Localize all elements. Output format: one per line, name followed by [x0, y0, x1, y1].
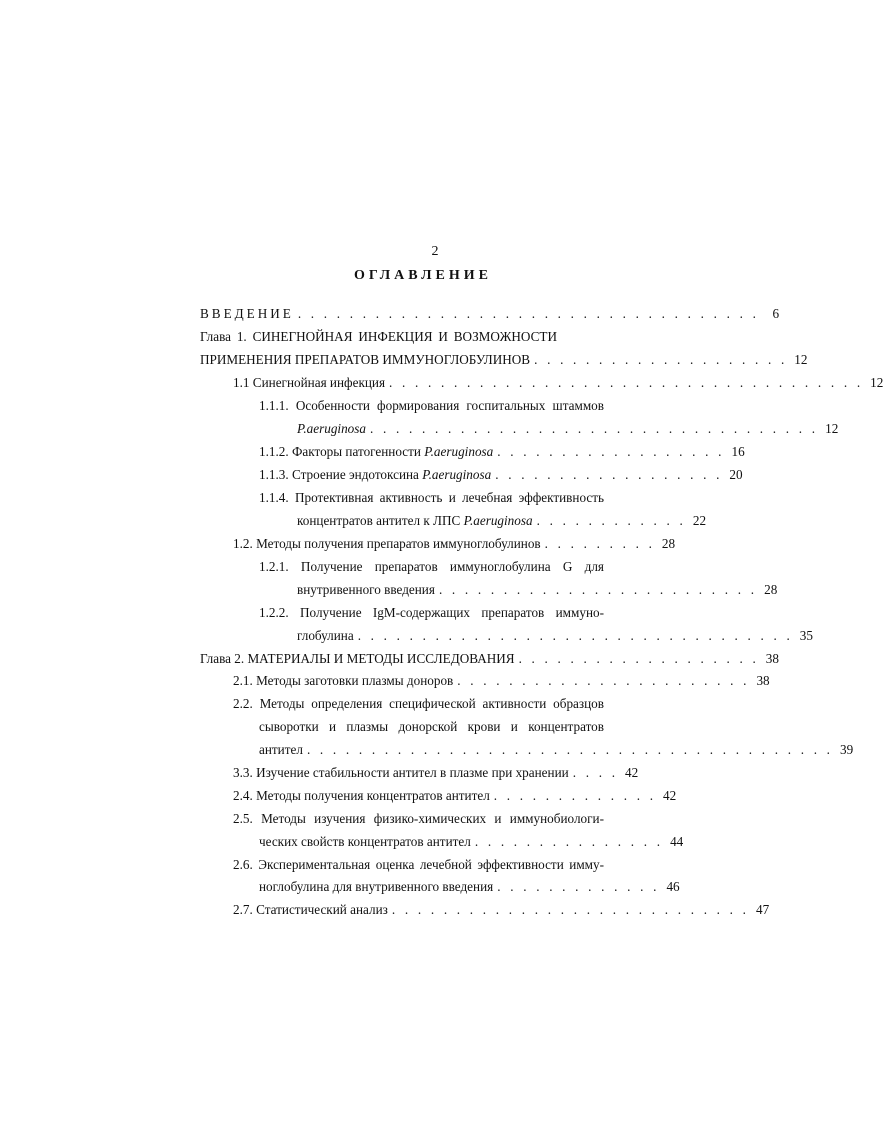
toc-entry-text: Глава 1. СИНЕГНОЙНАЯ ИНФЕКЦИЯ И ВОЗМОЖНОСТИ: [200, 329, 557, 344]
toc-entry-italic: P.aeruginosa: [422, 467, 492, 482]
toc-entry-text: ПРИМЕНЕНИЯ ПРЕПАРАТОВ ИММУНОГЛОБУЛИНОВ: [200, 352, 531, 367]
toc-entry-italic: P.aeruginosa: [463, 513, 533, 528]
toc-entry-text: Глава 2. МАТЕРИАЛЫ И МЕТОДЫ ИССЛЕДОВАНИЯ: [200, 651, 515, 666]
toc-entry-page: 12: [794, 352, 808, 367]
toc-entry-1-1-4: [259, 487, 604, 509]
toc-entry-page: 38: [756, 673, 770, 688]
toc-entry-1-1-1-cont: [297, 418, 839, 440]
toc-entry-2-2-cont-2: [259, 739, 854, 761]
toc-entry-page: 39: [840, 742, 854, 757]
toc-entry-1-1-1: [259, 395, 604, 417]
toc-leader-dots: . . . . . . . . . . . . .: [497, 879, 660, 894]
toc-entry-text: 2.2. Методы определения специфической активности образцов: [233, 696, 604, 711]
toc-entry-text: P.aeruginosa: [297, 421, 366, 436]
toc-leader-dots: . . . . . . . . . . . . . . . . . . . . . . . . . . . .: [391, 902, 750, 917]
toc-entry-page: 16: [731, 444, 745, 459]
toc-entry-3-3: [233, 762, 639, 784]
toc-entry-text: сыворотки и плазмы донорской крови и концентратов: [259, 719, 604, 734]
toc-entry-text: концентратов антител к ЛПС: [297, 513, 464, 528]
toc-entry-chapter-2: [200, 648, 779, 670]
toc-entry-text: 1.2.1. Получение препаратов иммуноглобулина G для: [259, 559, 604, 574]
toc-entry-2-6-cont: [259, 876, 680, 898]
toc-leader-dots: . . . . . . . . . . . . . . . . . . . . . . . . .: [438, 582, 758, 597]
toc-entry-text: 1.2. Методы получения препаратов иммуноглобулинов: [233, 536, 541, 551]
toc-leader-dots: . . . . . . . . . . . . . . . . . . . . . . . . . . . . . . . . . . . . . . . . .: [306, 742, 834, 757]
toc-entry-2-4: [233, 785, 677, 807]
toc-entry-text: 2.6. Экспериментальная оценка лечебной эффективности имму-: [233, 857, 604, 872]
toc-entry-page: 44: [670, 834, 684, 849]
toc-leader-dots: . . . . . . . . . . . .: [536, 513, 687, 528]
toc-entry-chapter-1: [200, 326, 557, 348]
toc-entry-1-2-2: [259, 602, 604, 624]
toc-entry-page: 42: [663, 788, 677, 803]
toc-entry-1-2-1-cont: [297, 579, 778, 601]
toc-entry-page: 22: [692, 513, 707, 528]
toc-entry-text: ВВЕДЕНИЕ: [200, 306, 294, 321]
toc-entry-introduction: [200, 303, 780, 325]
toc-entry-page: 20: [729, 467, 743, 482]
toc-entry-2-7: [233, 899, 770, 921]
toc-entry-text: антител: [259, 742, 303, 757]
toc-leader-dots: . . . . . . . . . . . . . . . . . . . . . . . . . . . . . . . . . .: [357, 628, 793, 643]
toc-leader-dots: . . . . . . . . . . . . . . . . . . . . . . .: [457, 673, 750, 688]
toc-entry-page: 47: [755, 902, 770, 917]
toc-entry-text: ноглобулина для внутривенного введения: [259, 879, 494, 894]
toc-leader-dots: . . . . . . . . . . . . . . . . . . . .: [534, 352, 788, 367]
toc-entry-text: 2.4. Методы получения концентратов антител: [233, 788, 490, 803]
toc-entry-1-1-4-cont: [297, 510, 707, 532]
toc-entry-page: 12: [870, 375, 883, 390]
page-title: ОГЛАВЛЕНИЕ: [354, 268, 492, 283]
toc-entry-text: 2.5. Методы изучения физико-химических и иммунобиологи-: [233, 811, 604, 826]
toc-leader-dots: . . . . . . . . . . . . .: [493, 788, 657, 803]
toc-entry-italic: P.aeruginosa: [424, 444, 494, 459]
toc-entry-1-1: [233, 372, 883, 394]
toc-entry-text: 1.1.3. Строение эндотоксина: [259, 467, 423, 482]
toc-entry-2-1: [233, 670, 770, 692]
toc-leader-dots: . . . .: [572, 765, 619, 780]
toc-entry-text: 1.1 Синегнойная инфекция: [233, 375, 386, 390]
toc-entry-page: 28: [661, 536, 676, 551]
toc-entry-page: 35: [799, 628, 813, 643]
toc-entry-text: 1.1.4. Протективная активность и лечебная эффективность: [259, 490, 604, 505]
toc-leader-dots: . . . . . . . . . . . . . . . . . . . . . . . . . . . . . . . . . . .: [370, 421, 819, 436]
toc-entry-1-2: [233, 533, 676, 555]
toc-leader-dots: . . . . . . . . . . . . . . .: [474, 834, 664, 849]
toc-leader-dots: . . . . . . . . .: [544, 536, 656, 551]
toc-leader-dots: . . . . . . . . . . . . . . . . . .: [497, 444, 725, 459]
toc-leader-dots: . . . . . . . . . . . . . . . . . .: [495, 467, 723, 482]
toc-entry-page: 46: [666, 879, 680, 894]
toc-entry-text: 2.7. Статистический анализ: [233, 902, 388, 917]
toc-entry-text: 2.1. Методы заготовки плазмы доноров: [233, 673, 454, 688]
toc-entry-1-1-2: [259, 441, 745, 463]
toc-entry-2-2-cont-1: [259, 716, 604, 738]
toc-entry-2-2: [233, 693, 604, 715]
toc-entry-1-2-1: [259, 556, 604, 578]
toc-leader-dots: . . . . . . . . . . . . . . . . . . . . . . . . . . . . . . . . . . . .: [297, 306, 760, 321]
toc-entry-chapter-1-cont: [200, 349, 808, 371]
toc-leader-dots: . . . . . . . . . . . . . . . . . . . . . . . . . . . . . . . . . . . . .: [389, 375, 864, 390]
toc-entry-2-6: [233, 854, 604, 876]
toc-entry-2-5-cont: [259, 831, 684, 853]
toc-entry-1-2-2-cont: [297, 625, 813, 647]
toc-entry-1-1-3: [259, 464, 743, 486]
toc-entry-page: 28: [764, 582, 778, 597]
toc-leader-dots: . . . . . . . . . . . . . . . . . . .: [518, 651, 759, 666]
toc-entry-text: 1.1.1. Особенности формирования госпитальных штаммов: [259, 398, 604, 413]
toc-entry-text: ческих свойств концентратов антител: [259, 834, 471, 849]
toc-entry-page: 12: [825, 421, 839, 436]
toc-entry-text: 1.1.2. Факторы патогенности: [259, 444, 425, 459]
page-number: 2: [431, 244, 439, 259]
toc-entry-page: 38: [765, 651, 779, 666]
toc-entry-page: 42: [625, 765, 639, 780]
toc-entry-text: внутривенного введения: [297, 582, 435, 597]
toc-entry-2-5: [233, 808, 604, 830]
toc-entry-text: глобулина: [297, 628, 354, 643]
toc-entry-page: 6: [772, 306, 780, 321]
toc-entry-text: 1.2.2. Получение IgM-содержащих препаратов иммуно-: [259, 605, 604, 620]
toc-entry-text: 3.3. Изучение стабильности антител в плазме при хранении: [233, 765, 569, 780]
